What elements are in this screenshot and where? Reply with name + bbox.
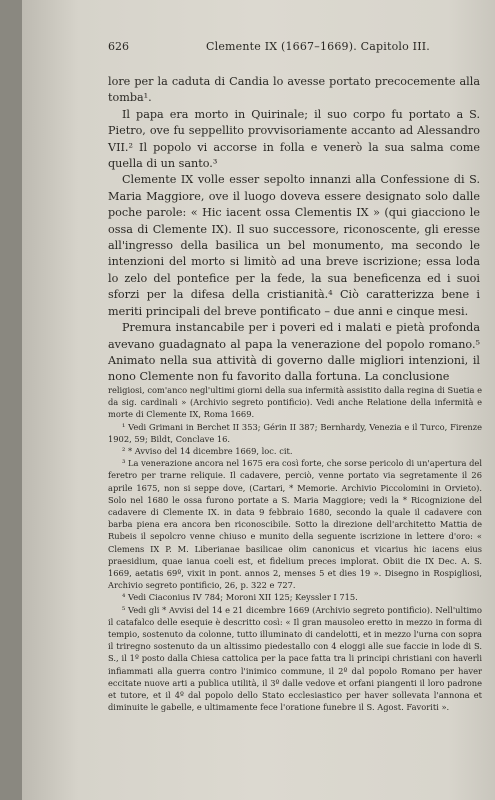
body-paragraph: Clemente IX volle esser sepolto innanzi alla Confessione di S. Maria Maggiore, ove il luogo doveva essere designato solo dalle poche parole: « Hic iacent ossa Clementis IX » (qui giacciono le ossa di Clemente IX). Il suo successore, riconoscente, gli eresse all'ingresso della basilica un bel monumento, ma secondo le intenzioni del morto si limitò ad una breve iscrizione; essa loda lo zelo del pontefice per la fede, la sua beneficenza ed i suoi sforzi per la difesa della cristianità.⁴ Ciò caratterizza bene i meriti principali del breve pontificato – due anni e cinque mesi. — [108, 173, 480, 318]
main-text — [108, 74, 480, 386]
body-paragraph: Premura instancabile per i poveri ed i malati e pietà profonda avevano guadagnato al papa la venerazione del popolo romano.⁵ Animato nella sua attività di governo dalle migliori intenzioni, il nono Clemente non fu favorito dalla fortuna. La conclusione — [108, 321, 480, 384]
footnote: ⁵ Vedi gli * Avvisi del 14 e 21 dicembre 1669 (Archivio segreto pontificio). Nell'ultimo il catafalco delle esequie è descritto così: « Il gran mausoleo eretto in mezzo in forma di tempio, sostenuto da colonne, tutto illuminato di candelotti, et in mezzo l'urna con sopra il triregno sostenuto da un altissimo piedestallo con 4 eloggi alle sue faccie in lode di S. S., il 1º posto dalla Chiesa cattolica per la pace fatta tra li principi christiani con haverli infiammati alla guerra contro l'inimico commune, il 2º dal popolo Romano per haver eccitate nuove arti a publica utilità, il 3º dalle vedove et orfani piangenti il loro padrone et tutore, et il 4º dal popolo dello Stato ecclesiastico per haver sollevata l'annona et diminuite le gabelle, e ultimamente fece l'oratione funebre il S. Agost. Favoriti ». — [108, 604, 482, 713]
footnotes — [108, 384, 482, 713]
footnote: ¹ Vedi Grimani in Berchet II 353; Gérin II 387; Bernhardy, Venezia e il Turco, Firenze 1902, 59; Bildt, Conclave 16. — [108, 421, 482, 444]
footnote: ⁴ Vedi Ciaconius IV 784; Moroni XII 125; Keyssler I 715. — [122, 592, 358, 603]
body-paragraph: Il papa era morto in Quirinale; il suo corpo fu portato a S. Pietro, ove fu seppellito provvisoriamente accanto ad Alessandro VII.² Il popolo vi accorse in folla e venerò la sua salma come quella di un santo.³ — [108, 107, 480, 171]
book-page — [22, 0, 495, 800]
footnote: ³ La venerazione ancora nel 1675 era così forte, che sorse pericolo di un'apertura del feretro per trarne reliquie. Il cadavere, perciò, venne portato via segretamente il 26 aprile 1675, non si seppe dove, (Cartari, * Memorie. Archivio Piccolomini in Orvieto). Solo nel 1680 le ossa furono portate a S. Maria Maggiore; vedi la * Ricognizione del cadavere di Clemente IX. in data 9 febbraio 1680, secondo la quale il cadavere con barba piena era ancora ben riconoscibile. Sotto la direzione dell'architetto Mattia de Rubeis il sepolcro venne chiuso e munito della seguente iscrizione in lettere d'oro: « Clemens IX P. M. Liberianae basilicae olim canonicus et vicarius hic iacens eius praesidium, quae ianua coeli est, et fidelium preces implorat. Obiit die IX Dec. A. S. 1669, aetatis 69º, vixit in pont. annos 2, menses 5 et dies 19 ». Disegno in Rospigliosi, Archivio segreto pontificio, 26, p. 322 e 727. — [108, 458, 482, 591]
page-number: 626 — [108, 40, 129, 53]
body-paragraph: lore per la caduta di Candia lo avesse portato precocemente alla tomba¹. — [108, 75, 480, 105]
running-title: Clemente IX (1667–1669). Capitolo III. — [206, 40, 430, 53]
footnote: religiosi, com'anco negl'ultimi giorni della sua infermità assistito dalla regina di Suetia e da sig. cardinali » (Archivio segreto pontificio). Vedi anche Relatione della infermità e morte di Clemente IX, Roma 1669. — [108, 385, 482, 420]
footnote: ² * Avviso del 14 dicembre 1669, loc. cit. — [122, 446, 293, 457]
page-header — [108, 40, 486, 56]
